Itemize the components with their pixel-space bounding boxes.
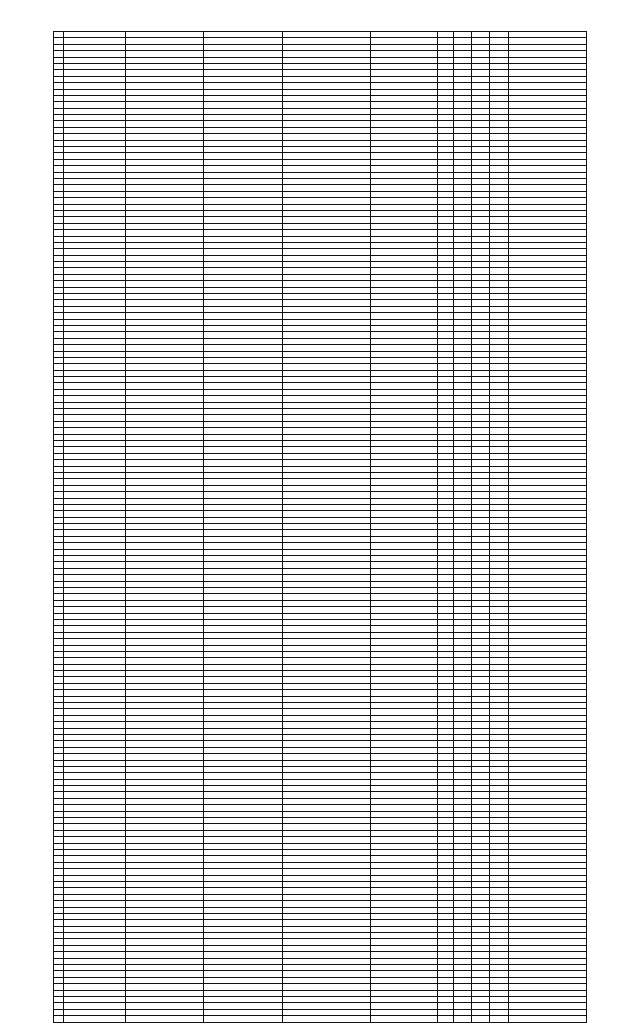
table-cell [509,1016,587,1022]
register-table [53,31,587,1023]
table-cell [204,1016,283,1022]
table-row [54,1016,587,1022]
table-cell [438,1016,454,1022]
register-body [54,32,587,1023]
table-cell [64,1016,126,1022]
table-cell [490,1016,509,1022]
table-cell [371,1016,438,1022]
table-cell [54,1016,64,1022]
table-cell [472,1016,490,1022]
table-cell [126,1016,204,1022]
table-cell [454,1016,472,1022]
table-cell [283,1016,371,1022]
